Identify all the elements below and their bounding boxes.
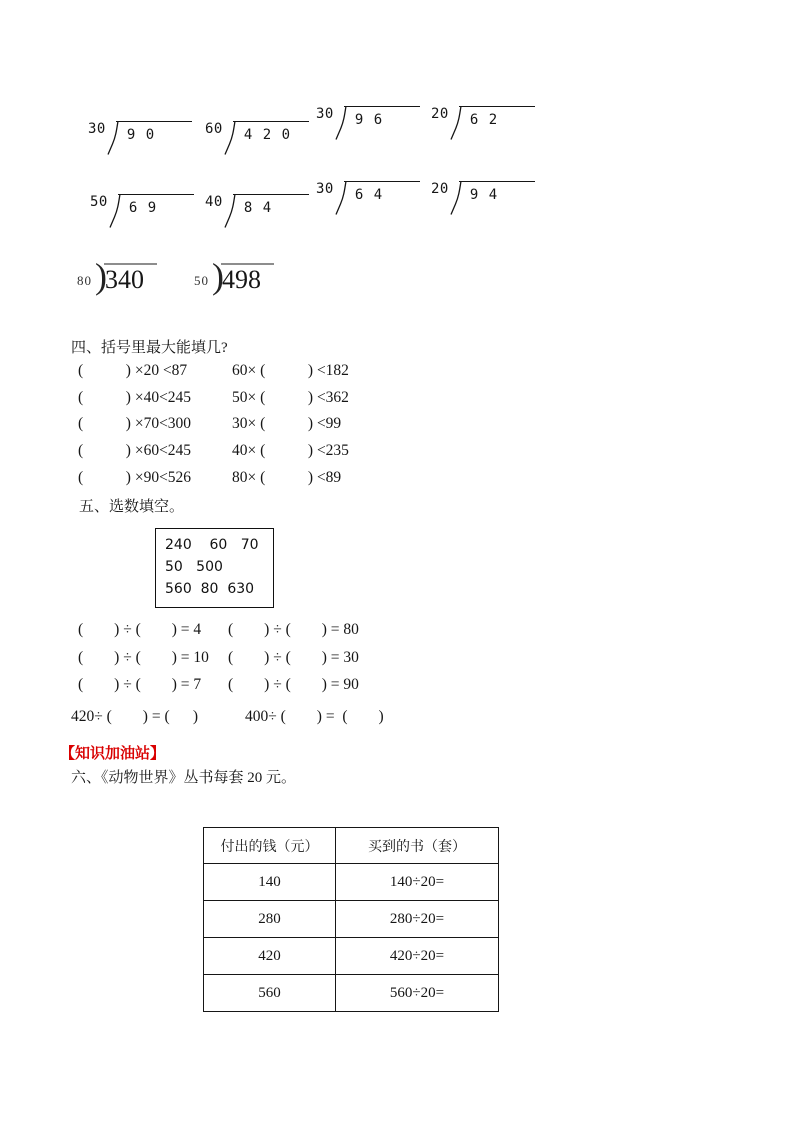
equation-row	[0, 649, 793, 669]
table-row	[204, 938, 499, 975]
dividend: 498	[221, 263, 274, 292]
dividend: 6 4	[344, 181, 420, 202]
equation-left: ( ) ÷ ( ) = 10	[78, 649, 209, 666]
equation-row	[0, 708, 793, 728]
inequality-right: 30× ( ) <99	[232, 415, 342, 432]
divisor: 30	[316, 181, 334, 197]
equation-right: ( ) ÷ ( ) = 30	[228, 649, 359, 666]
column-header-books: 买到的书（套）	[336, 828, 499, 864]
number-line: 240 60 70	[165, 537, 259, 553]
equation-left: ( ) ÷ ( ) = 7	[78, 676, 202, 693]
equation-right: ( ) ÷ ( ) = 90	[228, 676, 359, 693]
number-line: 50 500	[165, 559, 223, 575]
dividend: 6 9	[118, 194, 194, 215]
paid-cell: 560	[204, 975, 336, 1012]
dividend: 8 4	[233, 194, 309, 215]
division-bracket-icon: )	[95, 256, 107, 296]
divisor: 20	[431, 106, 449, 122]
inequality-left: ( ) ×20 <87	[78, 362, 188, 379]
dividend: 340	[104, 263, 157, 292]
dividend: 9 4	[459, 181, 535, 202]
dividend: 9 6	[344, 106, 420, 127]
divisor: 40	[205, 194, 223, 210]
divisor: 20	[431, 181, 449, 197]
inequality-right: 80× ( ) <89	[232, 469, 342, 486]
paid-cell: 420	[204, 938, 336, 975]
long-division-problem	[194, 256, 274, 296]
dividend: 9 0	[116, 121, 192, 142]
column-header-paid: 付出的钱（元）	[204, 828, 336, 864]
equation-left: 420÷ ( ) = ( )	[71, 708, 199, 725]
inequality-right: 50× ( ) <362	[232, 389, 349, 406]
inequality-left: ( ) ×40<245	[78, 389, 192, 406]
section6-intro: 六、《动物世界》丛书每套 20 元。	[71, 770, 297, 786]
equation-row	[0, 621, 793, 641]
expression-cell: 280÷20=	[336, 901, 499, 938]
section5-title: 五、选数填空。	[79, 499, 185, 515]
long-division-problem	[431, 106, 535, 140]
table-row	[204, 901, 499, 938]
knowledge-callout-title: 【知识加油站】	[60, 746, 166, 762]
equation-right: 400÷ ( ) = ( )	[245, 708, 384, 725]
books-table	[203, 827, 499, 1012]
section4-row	[0, 362, 793, 382]
inequality-right: 60× ( ) <182	[232, 362, 349, 379]
long-division-problem	[316, 181, 420, 215]
dividend: 4 2 0	[233, 121, 309, 142]
division-bracket-icon: )	[212, 256, 224, 296]
inequality-left: ( ) ×90<526	[78, 469, 192, 486]
divisor: 30	[316, 106, 334, 122]
long-division-problem	[205, 194, 309, 228]
inequality-left: ( ) ×60<245	[78, 442, 192, 459]
long-division-problem	[431, 181, 535, 215]
expression-cell: 420÷20=	[336, 938, 499, 975]
paid-cell: 140	[204, 864, 336, 901]
section4-row	[0, 415, 793, 435]
divisor: 80	[77, 273, 92, 288]
expression-cell: 560÷20=	[336, 975, 499, 1012]
long-division-problem	[205, 121, 309, 155]
inequality-right: 40× ( ) <235	[232, 442, 349, 459]
table-row	[204, 975, 499, 1012]
divisor: 30	[88, 121, 106, 137]
equation-left: ( ) ÷ ( ) = 4	[78, 621, 202, 638]
number-choice-box	[155, 528, 274, 608]
inequality-left: ( ) ×70<300	[78, 415, 192, 432]
long-division-problem	[316, 106, 420, 140]
long-division-problem	[90, 194, 194, 228]
table-header-row	[204, 828, 499, 864]
divisor: 50	[194, 273, 209, 288]
long-division-problem	[77, 256, 157, 296]
equation-row	[0, 676, 793, 696]
long-division-problem	[88, 121, 192, 155]
divisor: 60	[205, 121, 223, 137]
section4-row	[0, 442, 793, 462]
table-row	[204, 864, 499, 901]
section4-title: 四、括号里最大能填几?	[71, 340, 228, 356]
expression-cell: 140÷20=	[336, 864, 499, 901]
number-line: 560 80 630	[165, 581, 255, 597]
equation-right: ( ) ÷ ( ) = 80	[228, 621, 359, 638]
paid-cell: 280	[204, 901, 336, 938]
divisor: 50	[90, 194, 108, 210]
section4-row	[0, 469, 793, 489]
section4-row	[0, 389, 793, 409]
dividend: 6 2	[459, 106, 535, 127]
